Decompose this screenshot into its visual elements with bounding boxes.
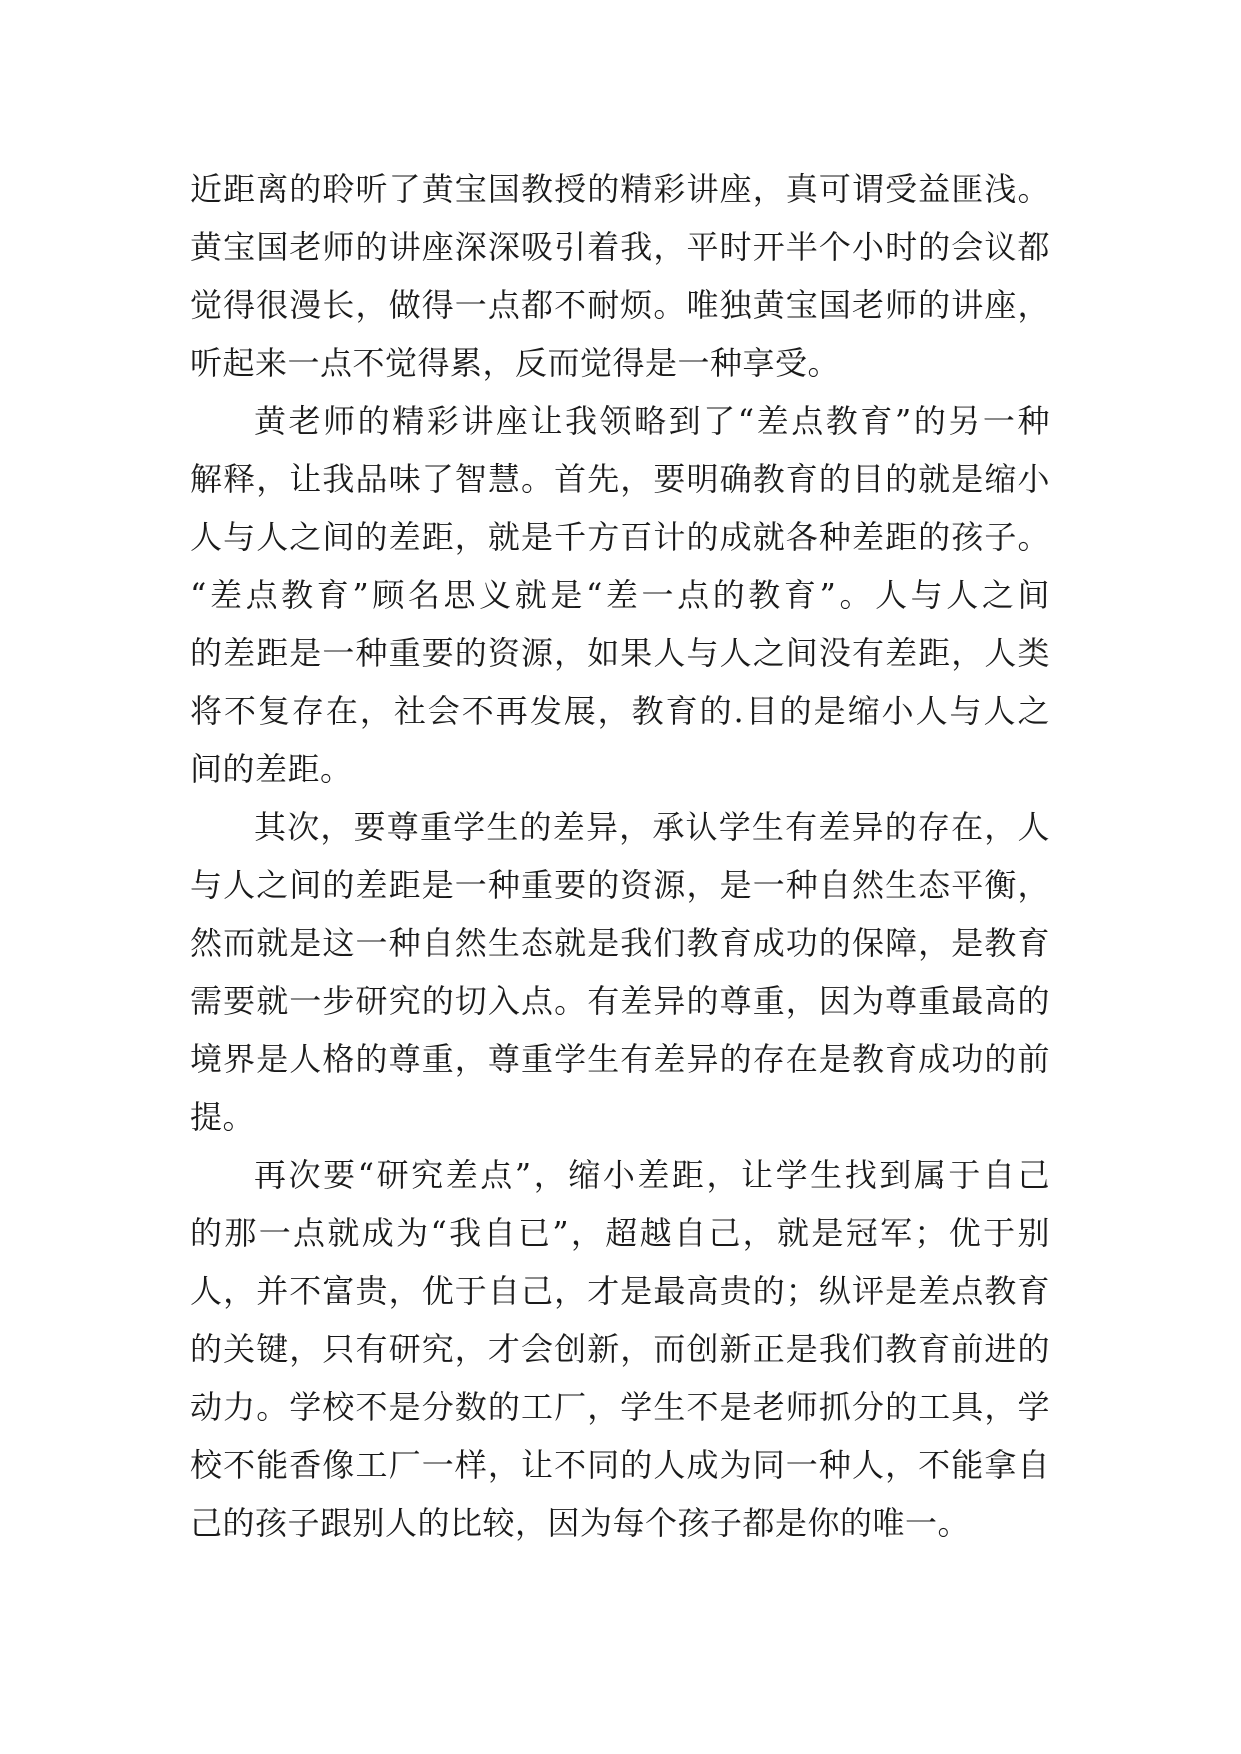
text-line: 提。 <box>190 1098 256 1136</box>
text-line: 的那一点就成为“我自已”，超越自己，就是冠军；优于别 <box>190 1214 1050 1252</box>
text-line: 人与人之间的差距，就是千方百计的成就各种差距的孩子。 <box>190 518 1050 556</box>
text-line: 黄宝国老师的讲座深深吸引着我，平时开半个小时的会议都 <box>190 228 1050 266</box>
paragraph-4 <box>190 1146 1050 1552</box>
text-line: 校不能香像工厂一样，让不同的人成为同一种人，不能拿自 <box>190 1446 1050 1484</box>
paragraph-3 <box>190 798 1050 1146</box>
text-line: 境界是人格的尊重，尊重学生有差异的存在是教育成功的前 <box>190 1040 1050 1078</box>
text-line: “差点教育”顾名思义就是“差一点的教育”。人与人之间 <box>190 576 1050 614</box>
text-line: 间的差距。 <box>190 750 353 788</box>
text-line: 近距离的聆听了黄宝国教授的精彩讲座，真可谓受益匪浅。 <box>190 170 1050 208</box>
text-line: 动力。学校不是分数的工厂，学生不是老师抓分的工具，学 <box>190 1388 1050 1426</box>
text-line: 人，并不富贵，优于自己，才是最高贵的；纵评是差点教育 <box>190 1272 1050 1310</box>
paragraph-1 <box>190 160 1050 392</box>
text-line: 的关键，只有研究，才会创新，而创新正是我们教育前进的 <box>190 1330 1050 1368</box>
text-line: 黄老师的精彩讲座让我领略到了“差点教育”的另一种 <box>254 402 1050 440</box>
text-line: 的差距是一种重要的资源，如果人与人之间没有差距，人类 <box>190 634 1050 672</box>
text-line: 与人之间的差距是一种重要的资源，是一种自然生态平衡， <box>190 866 1050 904</box>
text-line: 需要就一步研究的切入点。有差异的尊重，因为尊重最高的 <box>190 982 1050 1020</box>
text-line: 觉得很漫长，做得一点都不耐烦。唯独黄宝国老师的讲座， <box>190 286 1050 324</box>
text-line: 解释，让我品味了智慧。首先，要明确教育的目的就是缩小 <box>190 460 1050 498</box>
text-line: 然而就是这一种自然生态就是我们教育成功的保障，是教育 <box>190 924 1050 962</box>
document-body <box>190 160 1050 1552</box>
text-line: 己的孩子跟别人的比较，因为每个孩子都是你的唯一。 <box>190 1504 971 1542</box>
text-line: 再次要“研究差点”，缩小差距，让学生找到属于自己 <box>254 1156 1050 1194</box>
paragraph-2 <box>190 392 1050 798</box>
text-line: 听起来一点不觉得累，反而觉得是一种享受。 <box>190 344 841 382</box>
text-line: 其次，要尊重学生的差异，承认学生有差异的存在，人 <box>254 808 1050 846</box>
text-line: 将不复存在，社会不再发展，教育的.目的是缩小人与人之 <box>190 692 1050 730</box>
